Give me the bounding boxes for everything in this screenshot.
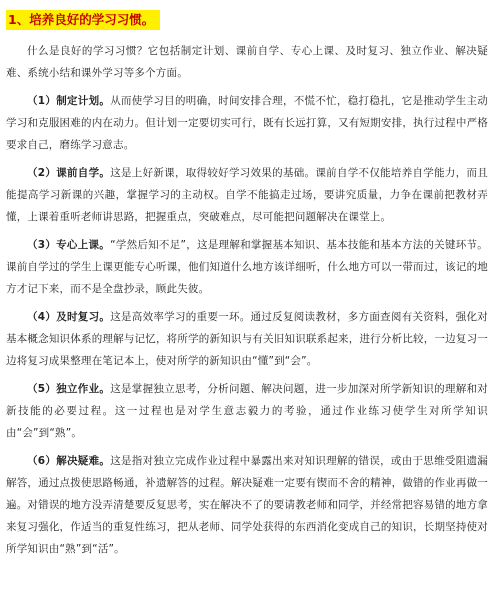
intro-paragraph: 什么是良好的学习习惯？它包括制定计划、课前自学、专心上课、及时复习、独立作业、解决疑难、系统小结和课外学习等多个方面。 — [6, 45, 488, 79]
item-text: “学然后知不足”，这是理解和掌握基本知识、基本技能和基本方法的关键环节。课前自学过的学生上课更能专心听课，他们知道什么地方该详细听，什么地方可以一带而过，该记的地方才记下来，而不是全盘抄录，顾此失彼。 — [6, 239, 489, 295]
section-heading: 1、培养良好的学习习惯。 — [6, 10, 160, 30]
item-lead: （4）及时复习。 — [27, 311, 111, 323]
item-paragraph-2 — [6, 162, 488, 228]
item-text: 这是高效率学习的重要一环。通过反复阅读教材，多方面查阅有关资料，强化对基本概念知识体系的理解与记忆，将所学的新知识与有关旧知识联系起来，进行分析比较，一边复习一边将复习成果整理在笔记本上，使对所学的新知识由“懂”到“会”。 — [6, 311, 488, 367]
item-lead: （2）课前自学。 — [27, 167, 111, 179]
item-text: 从而使学习目的明确，时间安排合理，不慌不忙，稳打稳扎，它是推动学生主动学习和克服困难的内在动力。但计划一定要切实可行，既有长远打算，又有短期安排，执行过程中严格要求自己，磨练学习意志。 — [6, 95, 488, 151]
item-lead: （3）专心上课。 — [27, 239, 111, 251]
item-text: 这是上好新课，取得较好学习效果的基础。课前自学不仅能培养自学能力，而且能提高学习新课的兴趣，掌握学习的主动权。自学不能搞走过场，要讲究质量，力争在课前把教材弄懂，上课着重听老师讲思路，把握重点，突破难点，尽可能把问题解决在课堂上。 — [6, 167, 488, 223]
item-lead: （6）解决疑难。 — [27, 455, 111, 467]
item-text: 这是指对独立完成作业过程中暴露出来对知识理解的错误，或由于思维受阻遗漏解答，通过点拨使思路畅通，补遗解答的过程。解决疑难一定要有锲而不舍的精神，做错的作业再做一遍。对错误的地方没弄清楚要反复思考，实在解决不了的要请教老师和同学，并经常把容易错的地方拿来复习强化，作适当的重复性练习，把从老师、同学处获得的东西消化变成自己的知识，长期坚持使对所学知识由“熟”到“活”。 — [6, 455, 488, 555]
item-paragraph-5 — [6, 378, 488, 444]
item-text: 这是掌握独立思考，分析问题、解决问题，进一步加深对所学新知识的理解和对新技能的必要过程。这一过程也是对学生意志毅力的考验，通过作业练习使学生对所学知识由“会”到“熟”。 — [6, 383, 488, 439]
item-paragraph-3 — [6, 234, 488, 300]
item-paragraph-1 — [6, 90, 488, 156]
item-paragraph-4 — [6, 306, 488, 372]
item-paragraph-6 — [6, 450, 488, 560]
item-lead: （5）独立作业。 — [27, 383, 111, 395]
item-lead: （1）制定计划。 — [27, 95, 111, 107]
